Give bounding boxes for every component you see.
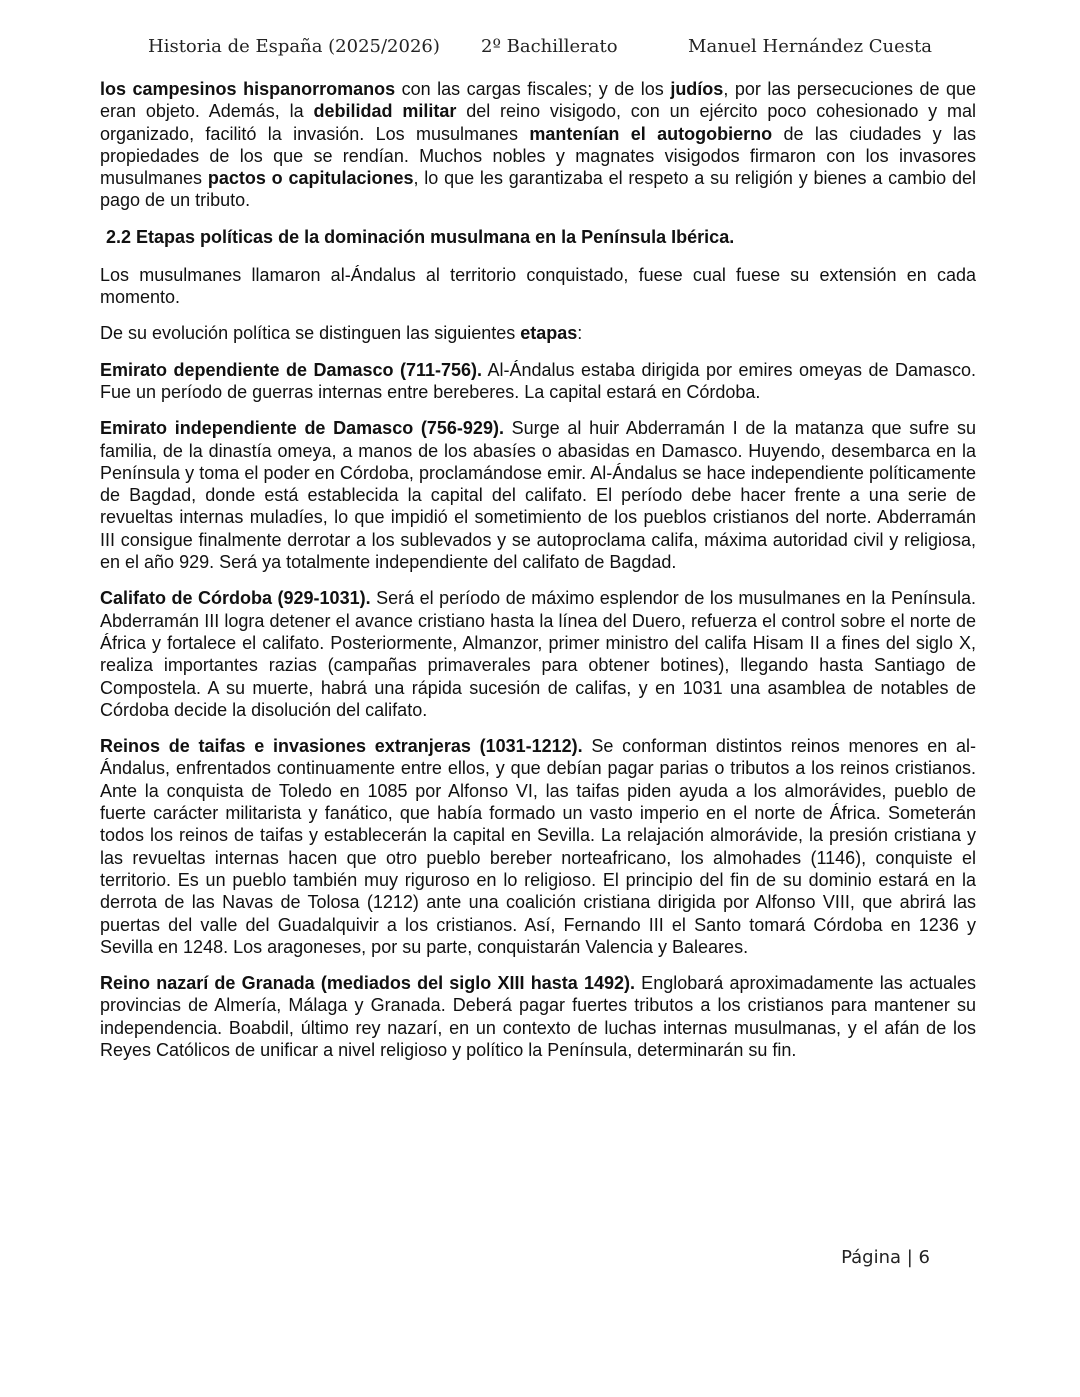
paragraph-text: , por las persecuciones de que eran objeto. Además, la <box>100 79 977 122</box>
paragraph-text: De su evolución política se distinguen las siguientes <box>100 323 521 344</box>
stage-text: Englobará aproximadamente las actuales provincias de Almería, Málaga y Granada. Deberá pagar fuertes tributos a los cristianos para mantener su independencia. Boabdil, último rey nazarí, en un contexto de luchas internas musulmanas, y el afán de los Reyes Católicos de unificar a nivel religioso y político la Península, determinarán su fin. <box>100 973 976 1060</box>
stage-text: Surge al huir Abderramán I de la matanza que sufre su familia, de la dinastía omeya, a manos de los abasíes o abasidas en Damasco. Huyendo, desembarca en la Península y toma el poder en Córdoba, proclamándose emir. Al-Ándalus se hace independiente políticamente de Bagdad, donde está establecida la capital del califato. El período debe hacer frente a una serie de revueltas internas muladíes, lo que impidió el sometimiento de los pueblos cristianos del norte. Abderramán III consigue finalmente derrotar a los sublevados y se autoproclama califa, máxima autoridad civil y religiosa, en el año 929. Será ya totalmente independiente del califato de Bagdad. <box>100 418 976 573</box>
stage-reinos-taifas <box>100 735 976 958</box>
bold-text: pactos o capitulaciones <box>207 168 414 189</box>
stage-title: Califato de Córdoba (929-1031). <box>100 588 371 609</box>
header-course-title: Historia de España (2025/2026) <box>148 36 440 57</box>
page-number: Página | 6 <box>841 1247 930 1268</box>
stage-title: Reinos de taifas e invasiones extranjeras (1031-1212). <box>100 736 583 757</box>
header-level: 2º Bachillerato <box>481 36 618 57</box>
stage-text: Se conforman distintos reinos menores en al-Ándalus, enfrentados continuamente entre ellos, y que debían pagar parias o tributos a los reinos cristianos. Ante la conquista de Toledo en 1085 por Alfonso VI, las taifas piden ayuda a los almorávides, pueblo de fuerte carácter militarista y fanático, que había formado un vasto imperio en el norte de África. Someterán todos los reinos de taifas y establecerán la capital en Sevilla. La relajación almorávide, la presión cristiana y las revueltas internas hacen que otro pueblo bereber norteafricano, los almohades (1146), conquiste el territorio. Es un pueblo también muy riguroso en lo religioso. El principio del fin de su dominio estará en la derrota de las Navas de Tolosa (1212) ante una coalición cristiana dirigida por Alfonso VIII, que abrirá las puertas del valle del Guadalquivir a los cristianos. Así, Fernando III el Santo tomará Córdoba en 1236 y Sevilla en 1248. Los aragoneses, por su parte, conquistarán Valencia y Baleares. <box>100 736 976 957</box>
header-author: Manuel Hernández Cuesta <box>688 36 932 57</box>
page-header <box>148 36 932 62</box>
bold-text: judíos <box>670 79 724 99</box>
bold-text: etapas <box>520 323 578 344</box>
stage-emirato-dependiente <box>100 359 976 404</box>
stage-text: Al-Ándalus estaba dirigida por emires omeyas de Damasco. Fue un período de guerras internas entre bereberes. La capital estará en Córdoba. <box>100 359 976 402</box>
stage-califato <box>100 587 976 721</box>
stage-title: Emirato dependiente de Damasco (711-756). <box>100 359 483 380</box>
intro-paragraph <box>100 78 976 212</box>
paragraph-text: , lo que les garantizaba el respeto a su religión y bienes a cambio del pago de un tributo. <box>100 168 976 211</box>
al-andalus-paragraph: Los musulmanes llamaron al-Ándalus al territorio conquistado, fuese cual fuese su extensión en cada momento. <box>100 264 976 308</box>
stage-reino-nazari <box>100 972 976 1061</box>
stages-intro-paragraph <box>100 322 976 344</box>
document-body <box>100 78 976 1075</box>
bold-text: debilidad militar <box>313 101 457 122</box>
bold-text: mantenían el autogobierno <box>529 123 773 144</box>
paragraph-text: del reino visigodo, con un ejército poco cohesionado y mal organizado, facilitó la invasión. Los musulmanes <box>100 101 977 144</box>
paragraph-text: de las ciudades y las propiedades de los que se rendían. Muchos nobles y magnates visigodos firmaron con los invasores musulmanes <box>100 123 976 189</box>
section-heading: 2.2 Etapas políticas de la dominación musulmana en la Península Ibérica. <box>106 226 735 247</box>
stage-title: Reino nazarí de Granada (mediados del siglo XIII hasta 1492). <box>100 973 635 994</box>
paragraph-text: con las cargas fiscales; y de los <box>395 79 671 99</box>
stage-text: Será el período de máximo esplendor de los musulmanes en la Península. Abderramán III logra detener el avance cristiano hasta la línea del Duero, refuerza el control sobre el norte de África y fortalece el califato. Posteriormente, Almanzor, primer ministro del califa Hisam II a fines del siglo X, realiza importantes razias (campañas primaverales para obtener botines), llegando hasta Santiago de Compostela. A su muerte, habrá una rápida sucesión de califas, y en 1031 una asamblea de notables de Córdoba decide la disolución del califato. <box>100 588 976 720</box>
stage-emirato-independiente <box>100 417 976 573</box>
bold-text: los campesinos hispanorromanos <box>100 79 396 99</box>
stage-title: Emirato independiente de Damasco (756-929). <box>100 418 504 439</box>
paragraph-text: : <box>577 323 583 344</box>
